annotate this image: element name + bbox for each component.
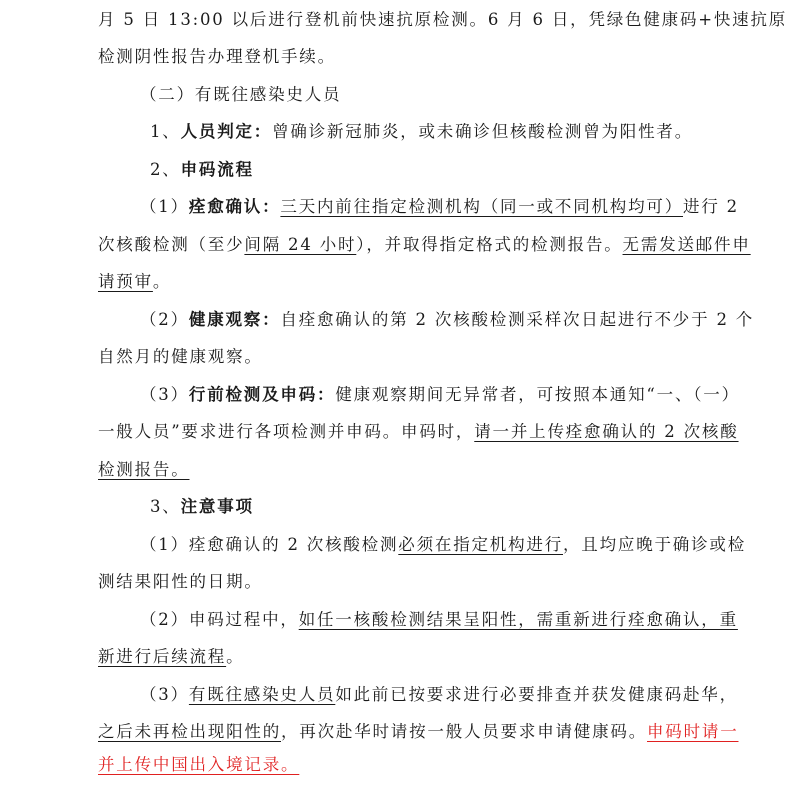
text-run: 健康观察期间无异常者，可按照本通知“一、（一） [335, 385, 740, 404]
paragraph-line [98, 42, 336, 72]
underlined-text: 之后未再检出现阳性的 [98, 722, 281, 741]
text-run: 检测阴性报告办理登机手续。 [98, 47, 336, 66]
bold-label: 行前检测及申码： [188, 385, 336, 404]
red-underlined-text: 并上传中国出入境记录。 [98, 755, 300, 774]
subsection-heading [150, 155, 254, 185]
underlined-text: 无需发送邮件申 [622, 235, 751, 254]
paragraph-line [98, 455, 190, 485]
bold-label: 申码流程 [180, 160, 254, 179]
text-run: 测结果阳性的日期。 [98, 572, 263, 591]
text-run: 。 [226, 647, 245, 666]
paragraph-line [98, 417, 739, 447]
paragraph-line [140, 305, 754, 335]
text-run: ，再次赴华时请按一般人员要求申请健康码。 [281, 722, 647, 741]
text-run: 月 5 日 13:00 以后进行登机前快速抗原检测。6 月 6 日，凭绿色健康码+快速抗原 [98, 10, 788, 29]
text-run: 进行 2 [683, 197, 739, 216]
text-run: 1、 [150, 122, 181, 141]
text-run: （3） [140, 385, 189, 404]
paragraph-line [140, 380, 740, 410]
paragraph-line [150, 117, 693, 147]
bold-label: 痊愈确认： [188, 197, 281, 216]
underlined-text: 间隔 24 小时 [244, 235, 357, 254]
paragraph-line [98, 267, 171, 297]
text-run: （二）有既往感染史人员 [140, 85, 342, 104]
paragraph-line [98, 342, 263, 372]
underlined-text: 有既往感染史人员 [188, 685, 336, 704]
underlined-text: 请一并上传痊愈确认的 2 次核酸 [474, 422, 739, 441]
paragraph-line [98, 567, 263, 597]
red-underlined-text: 申码时请一 [647, 722, 739, 741]
subsection-heading [150, 492, 254, 522]
text-run: 如此前已按要求进行必要排查并获发健康码赴华， [335, 685, 738, 704]
text-run: 3、 [150, 497, 181, 516]
paragraph-line [140, 530, 746, 560]
text-run: （2） [140, 310, 189, 329]
paragraph-line [140, 192, 739, 222]
text-run: 一般人员”要求进行各项检测并申码。申码时， [98, 422, 475, 441]
bold-label: 人员判定： [180, 122, 273, 141]
text-run: 次核酸检测（至少 [98, 235, 245, 254]
underlined-text: 必须在指定机构进行 [398, 535, 563, 554]
paragraph-line [140, 605, 738, 635]
text-run: （3） [140, 685, 189, 704]
text-run: 2、 [150, 160, 181, 179]
paragraph-line [98, 230, 751, 260]
text-run: （1）痊愈确认的 2 次核酸检测 [140, 535, 399, 554]
underlined-text: 检测报告。 [98, 460, 190, 479]
paragraph-line [98, 717, 739, 747]
text-run: 曾确诊新冠肺炎，或未确诊但核酸检测曾为阳性者。 [272, 122, 694, 141]
paragraph-line [140, 680, 738, 710]
section-heading [140, 80, 341, 110]
bold-label: 健康观察： [188, 310, 281, 329]
text-run: 。 [152, 272, 172, 291]
underlined-text: 如任一核酸检测结果呈阳性，需重新进行痊愈确认，重 [298, 610, 738, 629]
text-run: 自然月的健康观察。 [98, 347, 263, 366]
paragraph-line [98, 5, 787, 35]
text-run: （2）申码过程中， [140, 610, 299, 629]
underlined-text: 三天内前往指定检测机构（同一或不同机构均可） [280, 197, 684, 216]
text-run: ，且均应晚于确诊或检 [563, 535, 746, 554]
paragraph-line [98, 750, 299, 780]
text-run: 自痊愈确认的第 2 次核酸检测采样次日起进行不少于 2 个 [280, 310, 755, 329]
text-run: （1） [140, 197, 189, 216]
underlined-text: 新进行后续流程 [98, 647, 227, 666]
text-run: ），并取得指定格式的检测报告。 [356, 235, 623, 254]
paragraph-line [98, 642, 244, 672]
bold-label: 注意事项 [180, 497, 254, 516]
underlined-text: 请预审 [98, 272, 153, 291]
